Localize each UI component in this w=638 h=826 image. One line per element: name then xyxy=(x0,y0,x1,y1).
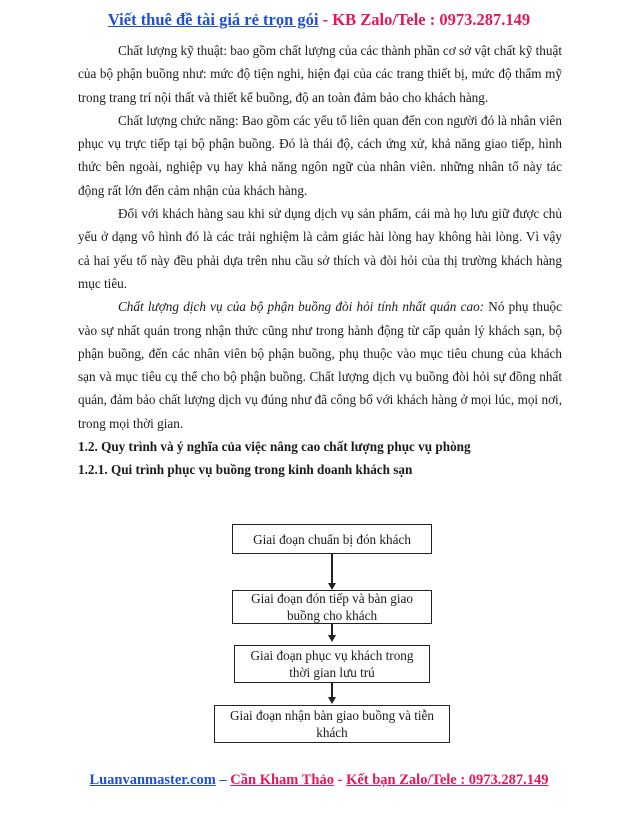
page-header xyxy=(0,10,638,30)
paragraph-lead: Chất lượng kỹ thuật xyxy=(118,43,224,58)
flow-step-label: Giai đoạn đón tiếp và bàn giao buồng cho khách xyxy=(251,591,413,623)
paragraph-consistency xyxy=(78,295,562,435)
flow-step-1 xyxy=(232,524,432,554)
footer-site-link[interactable]: Luanvanmaster.com xyxy=(89,772,216,788)
section-heading: 1.2. Quy trình và ý nghĩa của việc nâng cao chất lượng phục vụ phòng xyxy=(78,439,471,455)
footer-dash: – xyxy=(215,772,231,788)
header-link[interactable]: Viết thuê đề tài giá rẻ trọn gói xyxy=(107,10,319,29)
flow-step-label: Giai đoạn chuẩn bị đón khách xyxy=(253,531,411,547)
flow-arrow-line xyxy=(331,554,333,584)
flow-step-label: Giai đoạn phục vụ khách trong thời gian lưu trú xyxy=(250,648,414,680)
paragraph-text: : bao gồm chất lượng của các thành phần cơ sở vật chất kỹ thuật của bộ phận buồng như: mức độ tiện nghi, hiện đại của các trang thiết bị, mức độ thẩm mỹ trong trang trí nội thất và thiết kế buồng, độ an toàn đảm bảo cho khách hàng. xyxy=(78,43,562,105)
paragraph-text: Nó phụ thuộc vào sự nhất quán trong nhận thức cũng như trong hành động từ cấp quản lý khách sạn, bộ phận buồng, đến các nhân viên bộ phận buồng, phụ thuộc vào mục tiêu chung của khách sạn và mục tiêu cụ thể cho bộ phận buồng. Chất lượng dịch vụ buồng đòi hỏi sự đồng nhất quán, đảm bảo chất lượng dịch vụ đúng như đã công bố với khách hàng ở mọi lúc, mọi nơi, trong mọi thời gian. xyxy=(78,299,562,431)
footer-name-link[interactable]: Cần Kham Thảo xyxy=(230,772,334,788)
flow-step-2 xyxy=(232,590,432,624)
flow-step-label: Giai đoạn nhận bàn giao buồng và tiễn khách xyxy=(230,708,434,740)
flow-arrow-head xyxy=(328,697,336,704)
paragraph-functional-quality: Chất lượng chức năng: Bao gồm các yếu tố liên quan đến con người đó là nhân viên phục vụ trực tiếp tại bộ phận buồng. Đó là thái độ, cách ứng xử, khả năng giao tiếp, hình thức bên ngoài, nghiệp vụ hay khả năng ngôn ngữ của nhân viên. những nhân tố này tác động rất lớn đến cảm nhận của khách hàng. xyxy=(78,112,562,198)
paragraph-technical-quality xyxy=(78,39,562,109)
flow-arrow-head xyxy=(328,635,336,642)
header-contact: - KB Zalo/Tele : 0973.287.149 xyxy=(318,10,531,29)
flow-step-3 xyxy=(234,645,430,683)
paragraph-customer-experience: Đối với khách hàng sau khi sử dụng dịch vụ sản phẩm, cái mà họ lưu giữ được chủ yếu ở dạng vô hình đó là các trải nghiệm là cảm giác hài lòng hay không hài lòng. Vì vậy cả hai yếu tố này đều phải dựa trên nhu cầu sở thích và đòi hỏi của thị trường khách hàng mục tiêu. xyxy=(78,206,562,291)
footer-contact-link[interactable]: Kết bạn Zalo/Tele : 0973.287.149 xyxy=(346,772,549,788)
subsection-heading: 1.2.1. Qui trình phục vụ buồng trong kinh doanh khách sạn xyxy=(78,462,413,478)
flow-arrow-line xyxy=(331,683,333,698)
paragraph-italic-lead: Chất lượng dịch vụ của bộ phận buồng đòi hỏi tính nhất quán cao: xyxy=(118,299,485,315)
flow-step-4 xyxy=(214,705,450,743)
document-body xyxy=(78,39,562,482)
footer-sep: - xyxy=(333,772,347,788)
page-footer xyxy=(0,772,638,789)
flow-arrow-head xyxy=(328,583,336,590)
